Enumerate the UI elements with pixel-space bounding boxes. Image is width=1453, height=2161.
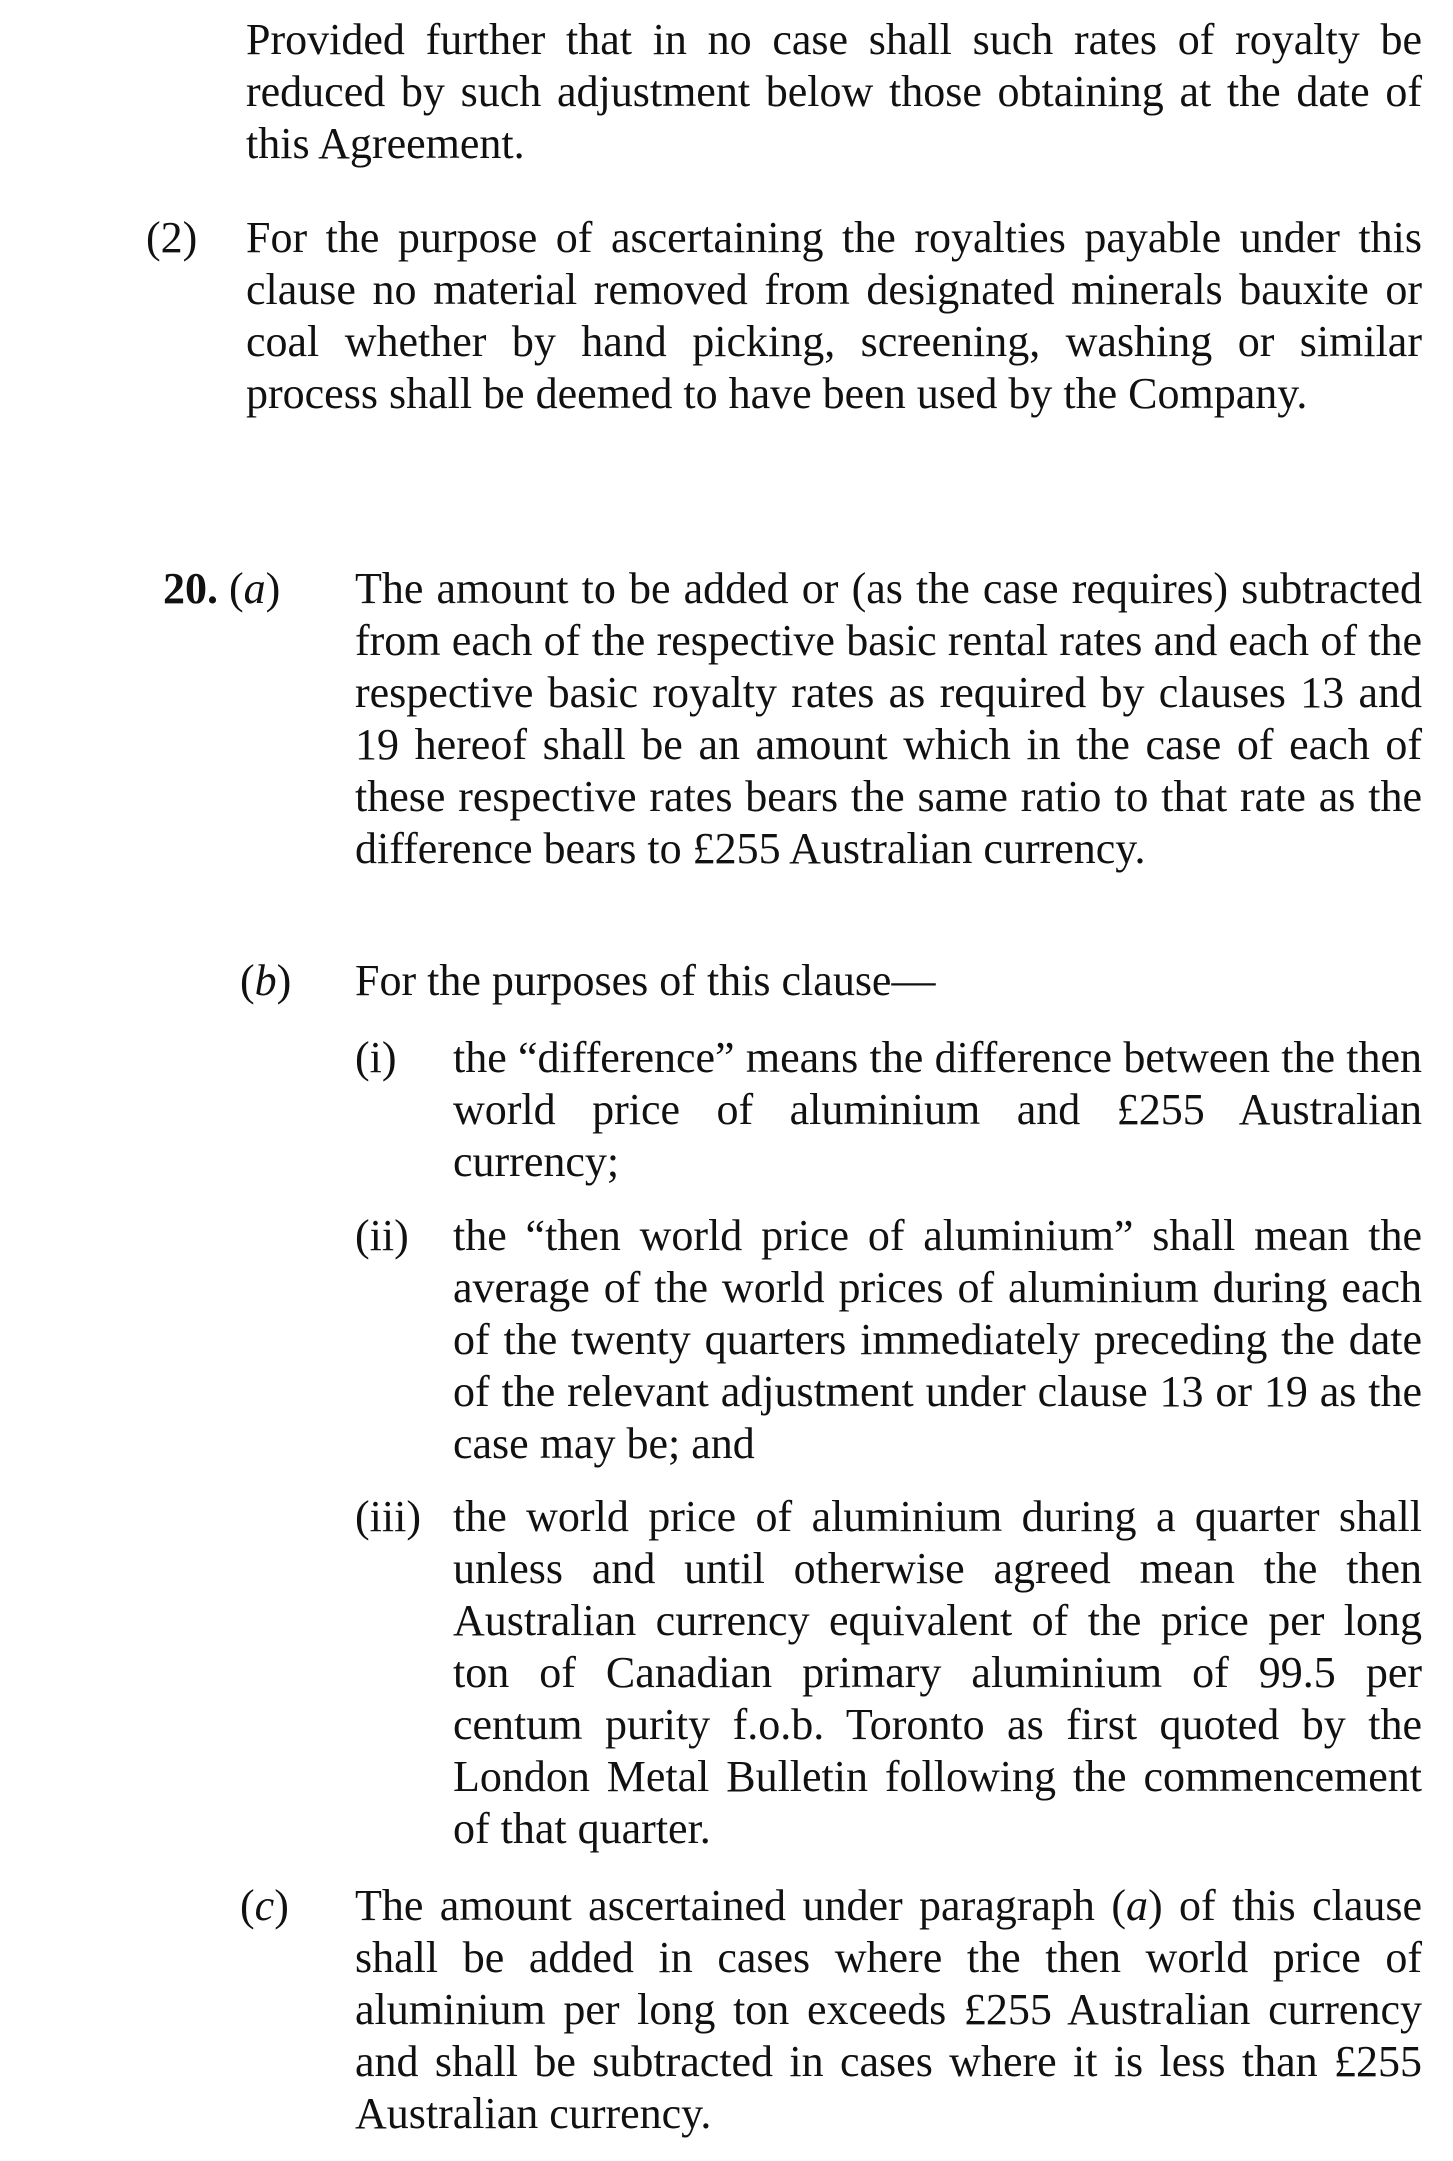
- clause-20-number: 20.: [163, 564, 218, 613]
- item-iii-text: the world price of aluminium during a quarter shall unless and until otherwise agreed mean the then Australian currency equivalent of the price per long ton of Canadian primary aluminium of 99.5 per centum purity f.o.b. Toronto as first quoted by the London Metal Bulletin following the commencement of that quarter.: [453, 1492, 1422, 1853]
- clause-20-heading: [163, 563, 280, 615]
- para-a-text: The amount to be added or (as the case requires) subtracted from each of the respective basic rental rates and each of the respective basic royalty rates as required by clauses 13 and 19 hereof shall be an amount which in the case of each of these respective rates bears the same ratio to that rate as the difference bears to £255 Australian currency.: [355, 564, 1422, 873]
- item-ii-label: (ii): [355, 1211, 409, 1260]
- para-b-text: For the purposes of this clause—: [355, 956, 936, 1005]
- item-iii-label: (iii): [355, 1492, 421, 1541]
- para-b-label: (b): [240, 956, 292, 1005]
- subclause-2-paragraph: For the purpose of ascertaining the royalties payable under this clause no material removed from designated minerals bauxite or coal whether by hand picking, screening, washing or similar process shall be deemed to have been used by the Company.: [246, 213, 1422, 418]
- para-c-reference: a: [1125, 1881, 1148, 1930]
- proviso-paragraph: Provided further that in no case shall such rates of royalty be reduced by such adjustment below those obtaining at the date of this Agreement.: [246, 15, 1422, 168]
- subclause-2-label: (2): [146, 213, 198, 262]
- item-ii-text: the “then world price of aluminium” shall mean the average of the world prices of aluminium during each of the twenty quarters immediately preceding the date of the relevant adjustment under clause 13 or 19 as the case may be; and: [453, 1211, 1422, 1468]
- para-c-label: (c): [240, 1881, 289, 1930]
- para-a-label: (a): [229, 564, 281, 613]
- para-c-text: The amount ascertained under paragraph (a) of this clause shall be added in cases where the then world price of aluminium per long ton exceeds £255 Australian currency and shall be subtracted in cases where it is less than £255 Australian currency.: [355, 1881, 1422, 2138]
- item-i-label: (i): [355, 1033, 397, 1082]
- item-i-text: the “difference” means the difference between the then world price of aluminium and £255 Australian currency;: [453, 1033, 1422, 1186]
